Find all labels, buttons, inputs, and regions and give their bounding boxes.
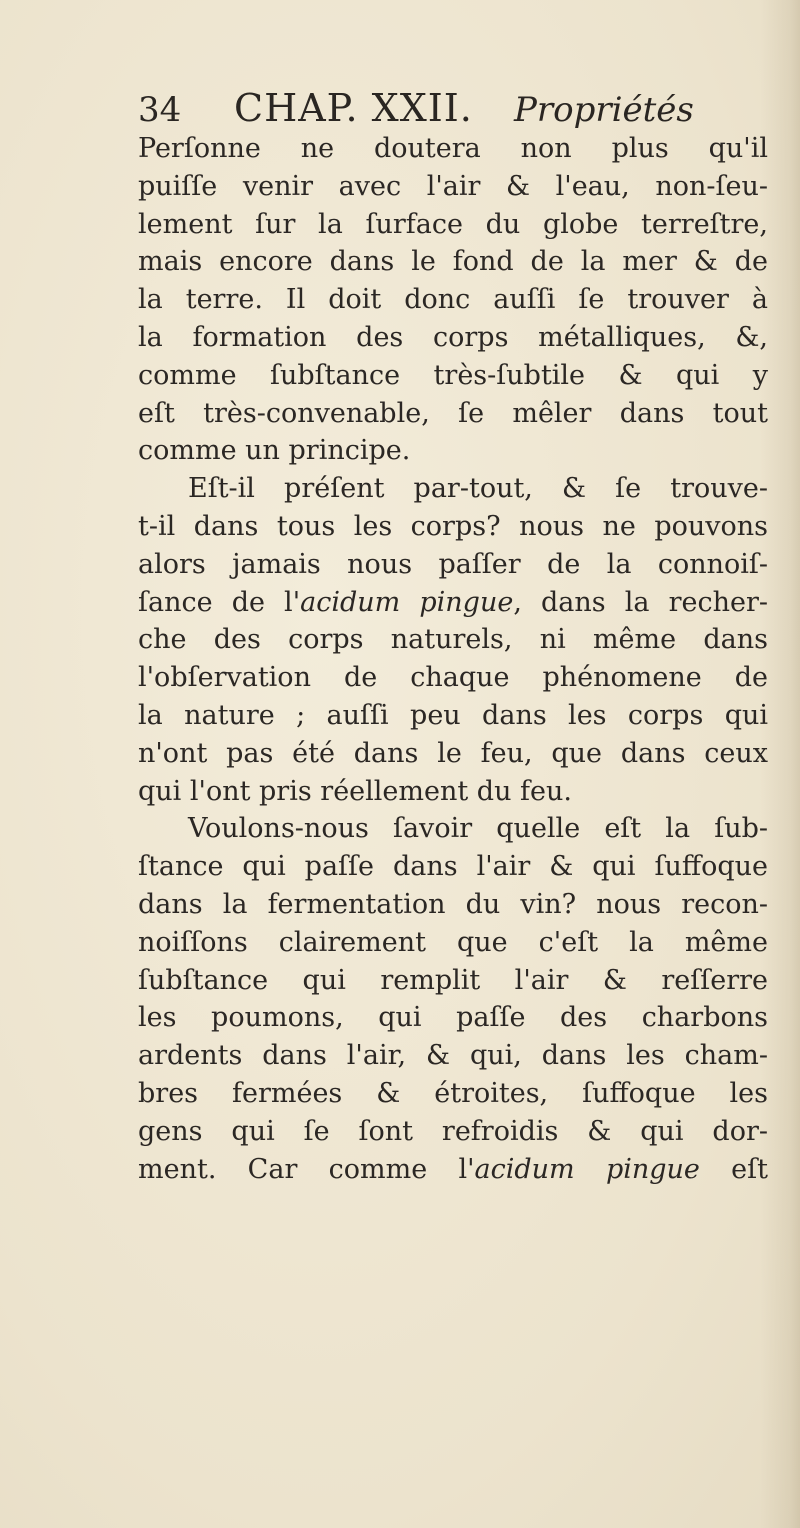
text-line: Eſt-il préſent par-tout, & ſe trouve-: [188, 473, 768, 505]
text-line: ſtance qui paſſe dans l'air & qui ſuffoque: [138, 851, 768, 883]
page-number: 34: [138, 90, 182, 130]
text-line: puiſſe venir avec l'air & l'eau, non-ſeu-: [138, 170, 768, 202]
text-line: alors jamais nous paſſer de la connoiſ-: [138, 548, 768, 580]
text-line: noiſſons clairement que c'eſt la même: [138, 926, 768, 958]
text-line: la formation des corps métalliques, &,: [138, 321, 768, 353]
italic-term: acidum pingue: [300, 586, 514, 618]
text-line-with-italic: [138, 584, 768, 622]
text-line: eſt très-convenable, ſe mêler dans tout: [138, 397, 768, 429]
text-line-with-italic: [138, 1151, 768, 1189]
text-line: Voulons-nous ſavoir quelle eſt la ſub-: [188, 813, 768, 845]
text-line: comme ſubſtance très-ſubtile & qui y: [138, 359, 768, 391]
text-line: la nature ; auſſi peu dans les corps qui: [138, 699, 768, 731]
text-line: t-il dans tous les corps? nous ne pouvons: [138, 510, 768, 542]
chapter-heading: CHAP. XXII.: [234, 86, 473, 130]
text-line: ſubſtance qui remplit l'air & reſſerre: [138, 964, 768, 996]
text-line: lement ſur la ſurface du globe terreſtre,: [138, 208, 768, 240]
text-segment: , dans la recher-: [513, 586, 768, 618]
italic-term: acidum pingue: [474, 1153, 700, 1185]
text-line: la terre. Il doit donc auſſi ſe trouver à: [138, 284, 768, 316]
text-line: che des corps naturels, ni même dans: [138, 624, 768, 656]
text-line: l'obſervation de chaque phénomene de: [138, 662, 768, 694]
text-line: les poumons, qui paſſe des charbons: [138, 1002, 768, 1034]
text-line: mais encore dans le fond de la mer & de: [138, 246, 768, 278]
text-line: bres fermées & étroites, ſuffoque les: [138, 1077, 768, 1109]
body-text: [138, 130, 768, 1188]
text-segment: ſance de l': [138, 586, 301, 618]
text-line: qui l'ont pris réellement du feu.: [138, 775, 573, 807]
text-line: n'ont pas été dans le feu, que dans ceux: [138, 737, 768, 769]
text-line: gens qui ſe ſont refroidis & qui dor-: [138, 1115, 768, 1147]
running-title: Propriétés: [514, 90, 694, 130]
text-segment: eſt: [699, 1153, 768, 1185]
text-line: dans la fermentation du vin? nous recon-: [138, 888, 768, 920]
text-segment: ment. Car comme l': [138, 1153, 475, 1185]
text-line: Perſonne ne doutera non plus qu'il: [138, 133, 768, 164]
text-line: comme un principe.: [138, 435, 411, 467]
text-line: ardents dans l'air, & qui, dans les cham-: [138, 1040, 768, 1072]
